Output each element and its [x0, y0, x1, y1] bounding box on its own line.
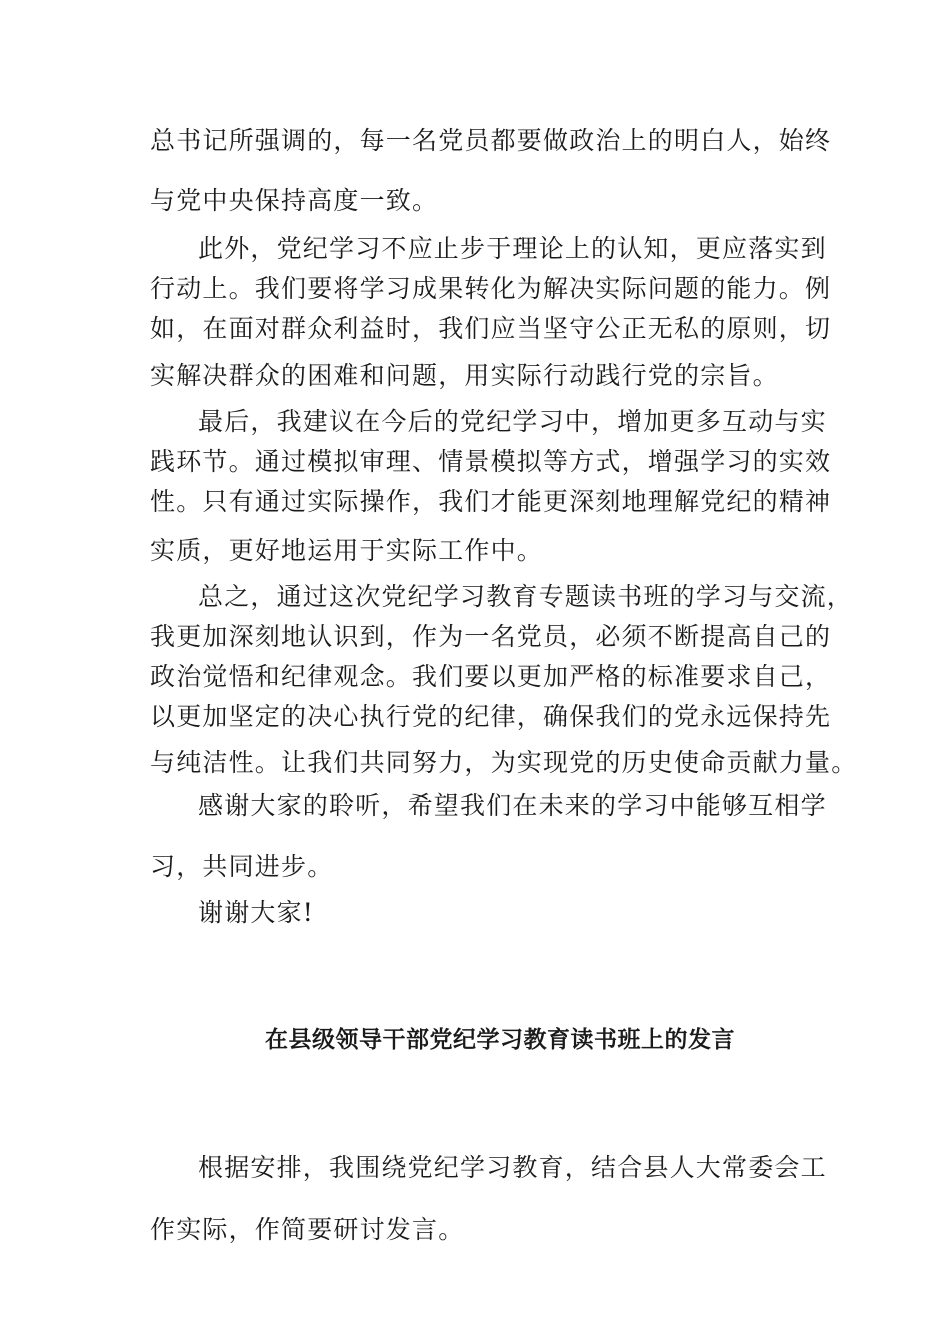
paragraph-start-line: 总之，通过这次党纪学习教育专题读书班的学习与交流，	[198, 582, 854, 611]
paragraph-start-line: 根据安排，我围绕党纪学习教育，结合县人大常委会工	[198, 1153, 827, 1182]
closing-line: 谢谢大家!	[198, 898, 315, 927]
text-line: 以更加坚定的决心执行党的纪律，确保我们的党永远保持先	[150, 702, 832, 731]
text-line: 实解决群众的困难和问题，用实际行动践行党的宗旨。	[150, 361, 779, 390]
text-line: 我更加深刻地认识到，作为一名党员，必须不断提高自己的	[150, 622, 832, 651]
text-line: 如，在面对群众利益时，我们应当坚守公正无私的原则，切	[150, 314, 832, 343]
text-line: 作实际，作简要研讨发言。	[150, 1215, 465, 1244]
text-line: 与纯洁性。让我们共同努力，为实现党的历史使命贡献力量。	[150, 748, 858, 777]
text-line: 习，共同进步。	[150, 852, 334, 881]
paragraph-start-line: 此外，党纪学习不应止步于理论上的认知，更应落实到	[198, 234, 827, 263]
text-line: 行动上。我们要将学习成果转化为解决实际问题的能力。例	[150, 274, 832, 303]
text-line: 总书记所强调的，每一名党员都要做政治上的明白人，始终	[150, 126, 832, 155]
section-title: 在县级领导干部党纪学习教育读书班上的发言	[265, 1027, 735, 1053]
text-line: 与党中央保持高度一致。	[150, 186, 439, 215]
text-line: 实质，更好地运用于实际工作中。	[150, 536, 544, 565]
text-line: 践环节。通过模拟审理、情景模拟等方式，增强学习的实效	[150, 447, 832, 476]
text-line: 性。只有通过实际操作，我们才能更深刻地理解党纪的精神	[150, 487, 832, 516]
paragraph-start-line: 最后，我建议在今后的党纪学习中，增加更多互动与实	[198, 407, 827, 436]
text-line: 政治觉悟和纪律观念。我们要以更加严格的标准要求自己，	[150, 662, 832, 691]
paragraph-start-line: 感谢大家的聆听，希望我们在未来的学习中能够互相学	[198, 791, 827, 820]
